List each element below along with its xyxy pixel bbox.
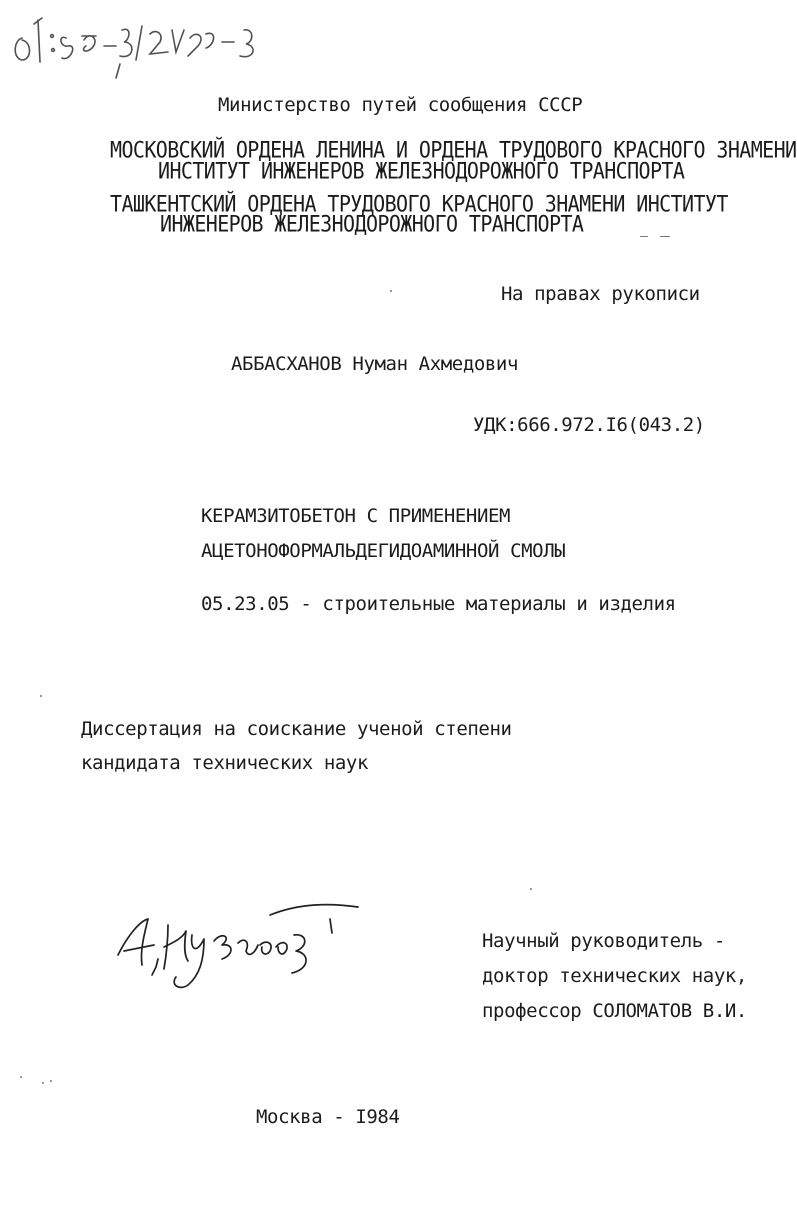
supervisor-name: профессор СОЛОМАТОВ В.И. — [482, 1000, 747, 1022]
manuscript-rights: На правах рукописи — [501, 283, 700, 305]
udc-code: УДК:666.972.I6(043.2) — [473, 414, 705, 436]
dissertation-line1: Диссертация на соискание ученой степени — [81, 718, 512, 740]
archive-handwritten-mark — [0, 0, 290, 90]
institute-moscow-line1: МОСКОВСКИЙ ОРДЕНА ЛЕНИНА И ОРДЕНА ТРУДОВОГО КРАСНОГО ЗНАМЕНИ — [110, 136, 797, 163]
city-year: Москва - I984 — [256, 1106, 400, 1128]
title-line1: КЕРАМЗИТОБЕТОН С ПРИМЕНЕНИЕМ — [201, 505, 511, 527]
dissertation-line2: кандидата технических наук — [81, 752, 369, 774]
author-signature — [110, 895, 370, 995]
institute-tashkent-line2: ИНЖЕНЕРОВ ЖЕЛЕЗНОДОРОЖНОГО ТРАНСПОРТА — [160, 210, 584, 237]
institute-moscow-line2: ИНСТИТУТ ИНЖЕНЕРОВ ЖЕЛЕЗНОДОРОЖНОГО ТРАНСПОРТА — [158, 157, 685, 184]
scan-speck — [50, 1080, 52, 1082]
author-name: АББАСХАНОВ Нуман Ахмедович — [231, 353, 519, 375]
scan-speck — [640, 236, 648, 237]
specialty-code: 05.23.05 - строительные материалы и изделия — [201, 593, 676, 615]
institute-tashkent-line1: ТАШКЕНТСКИЙ ОРДЕНА ТРУДОВОГО КРАСНОГО ЗНАМЕНИ ИНСТИТУТ — [110, 190, 728, 217]
supervisor-title: Научный руководитель - — [482, 930, 725, 952]
scan-speck — [40, 695, 42, 697]
ministry-line: Министерство путей сообщения СССР — [218, 94, 583, 116]
scan-speck — [20, 1076, 22, 1078]
title-line2: АЦЕТОНОФОРМАЛЬДЕГИДОАМИННОЙ СМОЛЫ — [201, 540, 566, 562]
scan-speck — [660, 236, 670, 237]
scan-speck — [530, 888, 532, 890]
scan-speck — [42, 1082, 44, 1084]
scan-speck — [390, 290, 392, 292]
supervisor-degree: доктор технических наук, — [482, 965, 747, 987]
